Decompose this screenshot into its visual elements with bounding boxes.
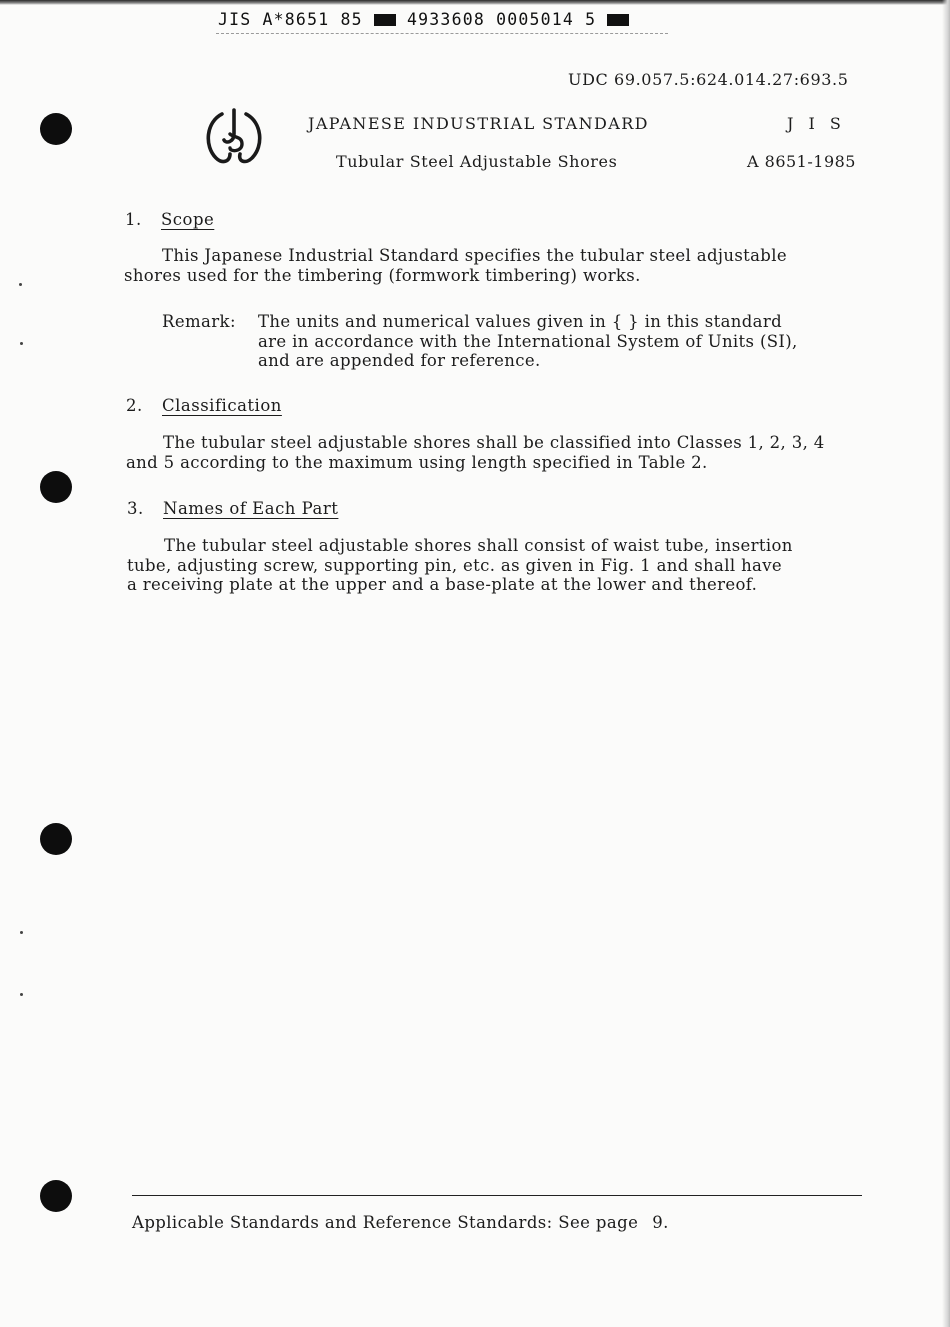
section-title: Scope: [161, 210, 215, 229]
paragraph-line: and 5 according to the maximum using length specified in Table 2.: [126, 452, 708, 472]
punch-hole: [40, 113, 72, 145]
scan-speck: [19, 283, 22, 286]
classification-paragraph: [126, 433, 825, 472]
standard-number: A 8651-1985: [747, 152, 856, 171]
section-heading-classification: [126, 396, 282, 415]
scan-speck: [20, 993, 23, 996]
jis-label: J I S: [787, 114, 846, 133]
section-title: Names of Each Part: [163, 499, 339, 518]
punch-hole: [40, 823, 72, 855]
scan-speck: [20, 342, 23, 345]
scan-block-mark: [374, 14, 396, 26]
scan-code-left: JIS A*8651 85: [218, 10, 363, 29]
remark-line: and are appended for reference.: [258, 351, 541, 370]
scan-header-code: [218, 10, 629, 29]
paragraph-line: a receiving plate at the upper and a base-plate at the lower and thereof.: [127, 575, 758, 594]
section-heading-names-of-parts: [127, 499, 338, 518]
scan-header-rule: [216, 33, 668, 34]
remark-label: Remark:: [162, 312, 236, 331]
scan-speck: [20, 931, 23, 934]
paragraph-line: shores used for the timbering (formwork timbering) works.: [124, 265, 641, 285]
udc-code: UDC 69.057.5:624.014.27:693.5: [568, 70, 849, 89]
section-number: 1.: [125, 210, 142, 229]
section-number: 3.: [127, 499, 144, 518]
section-title: Classification: [162, 396, 282, 415]
remark-text: [258, 312, 798, 371]
scan-block-mark-end: [607, 14, 629, 26]
section-number: 2.: [126, 396, 143, 415]
paragraph-line: tube, adjusting screw, supporting pin, etc. as given in Fig. 1 and shall have: [127, 555, 783, 575]
jis-mark-icon: [200, 104, 268, 168]
remark-line: The units and numerical values given in { } in this standard: [258, 312, 782, 331]
page-right-edge: [942, 0, 950, 1327]
document-subtitle: Tubular Steel Adjustable Shores: [336, 152, 618, 171]
names-paragraph: [127, 536, 793, 595]
remark-line: are in accordance with the International System of Units (SI),: [258, 331, 798, 351]
scan-code-mid: 4933608 0005014 5: [407, 10, 597, 29]
footer-reference-note: [132, 1213, 669, 1232]
scope-paragraph: [124, 246, 787, 285]
page-top-edge: [0, 0, 950, 5]
standard-organization-title: JAPANESE INDUSTRIAL STANDARD: [308, 114, 649, 133]
punch-hole: [40, 1180, 72, 1212]
paragraph-line: This Japanese Industrial Standard specifies the tubular steel adjustable: [162, 246, 787, 265]
paragraph-line: The tubular steel adjustable shores shall be classified into Classes 1, 2, 3, 4: [163, 433, 825, 452]
footer-note-text: Applicable Standards and Reference Standards: See page: [132, 1213, 639, 1232]
punch-hole: [40, 471, 72, 503]
footer-rule: [132, 1195, 862, 1196]
section-heading-scope: [125, 210, 214, 229]
paragraph-line: The tubular steel adjustable shores shall consist of waist tube, insertion: [164, 536, 793, 555]
footer-page-ref: 9.: [652, 1213, 669, 1232]
